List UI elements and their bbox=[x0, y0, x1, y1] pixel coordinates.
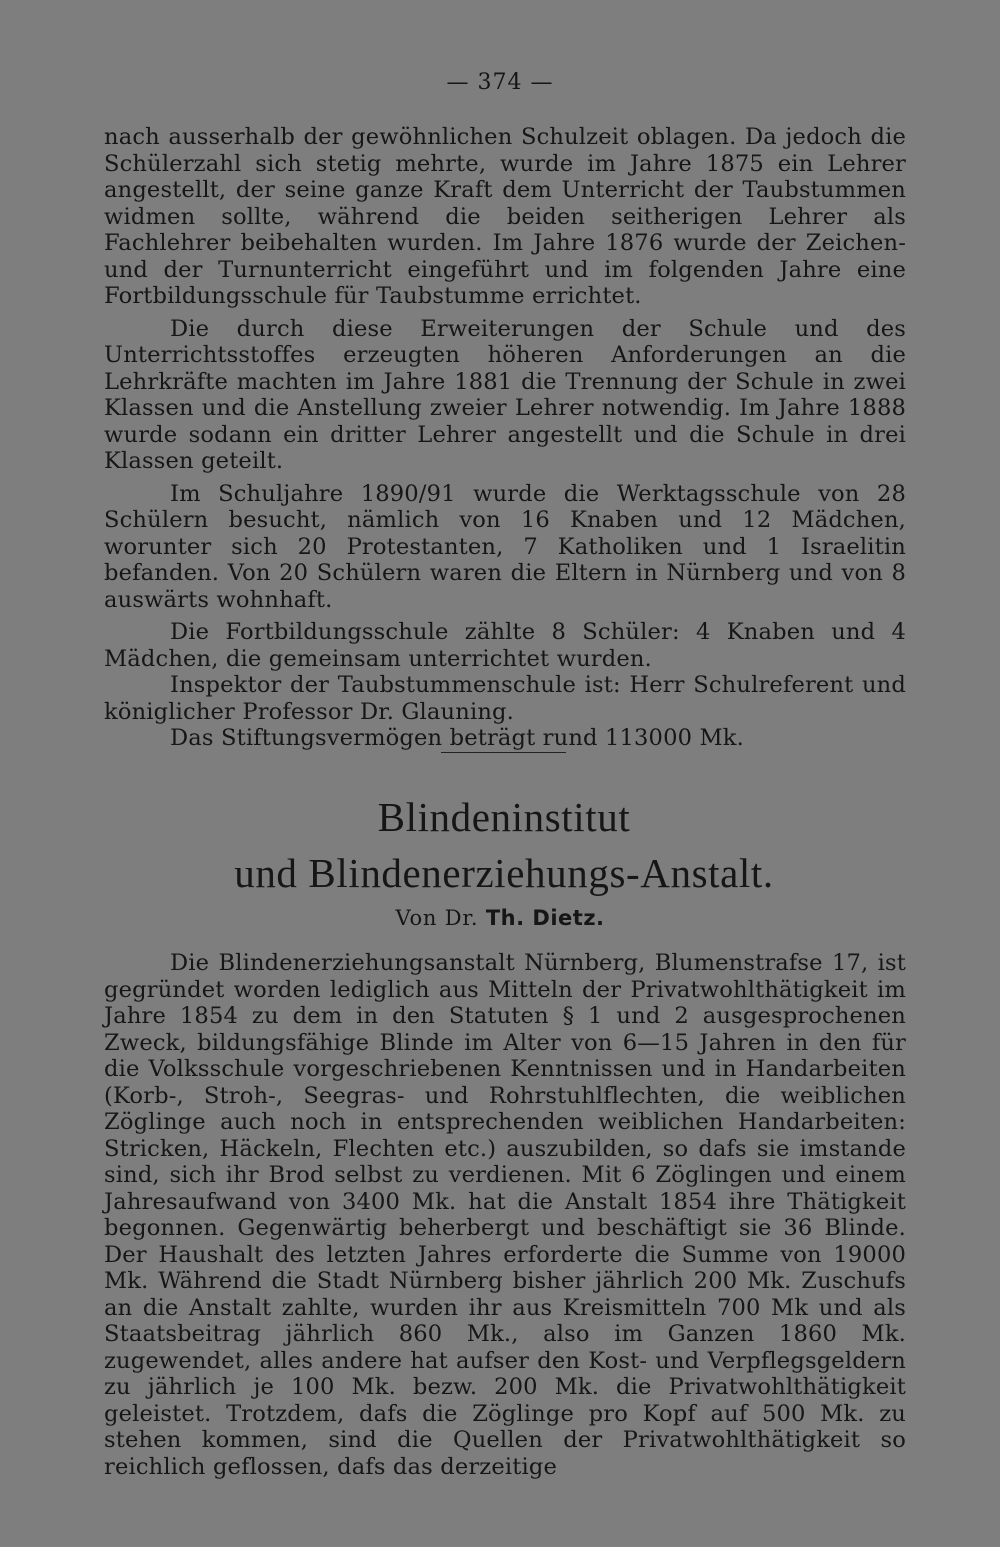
taubstummen-section-text bbox=[104, 124, 906, 752]
paragraph: Die Fortbildungsschule zählte 8 Schüler: 4 Knaben und 4 Mädchen, die gemeinsam unterrichtet wurden. bbox=[104, 619, 906, 672]
paragraph: Inspektor der Taubstummenschule ist: Herr Schulreferent und königlicher Professor Dr. Glauning. bbox=[104, 672, 906, 725]
byline-prefix: Von Dr. bbox=[395, 906, 479, 930]
article-byline bbox=[0, 906, 1000, 930]
byline-author: Th. Dietz. bbox=[485, 906, 605, 930]
paragraph: Im Schuljahre 1890/91 wurde die Werktagsschule von 28 Schülern besucht, nämlich von 16 Knaben und 12 Mädchen, worunter sich 20 Protestanten, 7 Katholiken und 1 Israelitin befanden. Von 20 Schülern waren die Eltern in Nürnberg und von 8 auswärts wohnhaft. bbox=[104, 480, 906, 613]
paragraph: nach ausserhalb der gewöhnlichen Schulzeit oblagen. Da jedoch die Schülerzahl sich stetig mehrte, wurde im Jahre 1875 ein Lehrer angestellt, der seine ganze Kraft dem Unterricht der Taubstummen widmen sollte, während die beiden seitherigen Lehrer als Fachlehrer beibehalten wurden. Im Jahre 1876 wurde der Zeichen- und der Turnunterricht eingeführt und im folgenden Jahre eine Fortbildungsschule für Taubstumme errichtet. bbox=[104, 124, 906, 309]
paragraph: Die Blindenerziehungsanstalt Nürnberg, Blumenstrafse 17, ist gegründet worden lediglich aus Mitteln der Privatwohlthätigkeit im Jahre 1854 zu dem in den Statuten § 1 und 2 ausgesprochenen Zweck, bildungsfähige Blinde im Alter von 6—15 Jahren in den für die Volksschule vorgeschriebenen Kenntnissen und in Handarbeiten (Korb-, Stroh-, Seegras- und Rohrstuhlflechten, die weiblichen Zöglinge auch noch in entsprechenden weiblichen Handarbeiten: Stricken, Häckeln, Flechten etc.) auszubilden, so dafs sie imstande sind, sich ihr Brod selbst zu verdienen. Mit 6 Zöglingen und einem Jahresaufwand von 3400 Mk. hat die Anstalt 1854 ihre Thätigkeit begonnen. Gegenwärtig beherbergt und beschäftigt sie 36 Blinde. Der Haushalt des letzten Jahres erforderte die Summe von 19000 Mk. Während die Stadt Nürnberg bisher jährlich 200 Mk. Zuschufs an die Anstalt zahlte, wurden ihr aus Kreismitteln 700 Mk und als Staatsbeitrag jährlich 860 Mk., also im Ganzen 1860 Mk. zugewendet, alles andere hat aufser den Kost- und Verpflegsgeldern zu jährlich je 100 Mk. bezw. 200 Mk. die Privatwohlthätigkeit geleistet. Trotzdem, dafs die Zöglinge pro Kopf auf 500 Mk. zu stehen kommen, sind die Quellen der Privatwohlthätigkeit so reichlich geflossen, dafs das derzeitige bbox=[104, 950, 906, 1480]
article-title-line-1: Blindeninstitut bbox=[377, 794, 631, 840]
article-title-line-2: und Blindenerziehungs-Anstalt. bbox=[234, 850, 774, 896]
section-divider-rule bbox=[441, 752, 566, 753]
page-number: — 374 — bbox=[446, 70, 554, 95]
paragraph: Das Stiftungsvermögen beträgt rund 113000 Mk. bbox=[170, 725, 744, 751]
paragraph: Die durch diese Erweiterungen der Schule und des Unterrichtsstoffes erzeugten höheren Anforderungen an die Lehrkräfte machten im Jahre 1881 die Trennung der Schule in zwei Klassen und die Anstellung zweier Lehrer notwendig. Im Jahre 1888 wurde sodann ein dritter Lehrer angestellt und die Schule in drei Klassen geteilt. bbox=[104, 315, 906, 474]
blindeninstitut-article-text bbox=[104, 950, 906, 1480]
